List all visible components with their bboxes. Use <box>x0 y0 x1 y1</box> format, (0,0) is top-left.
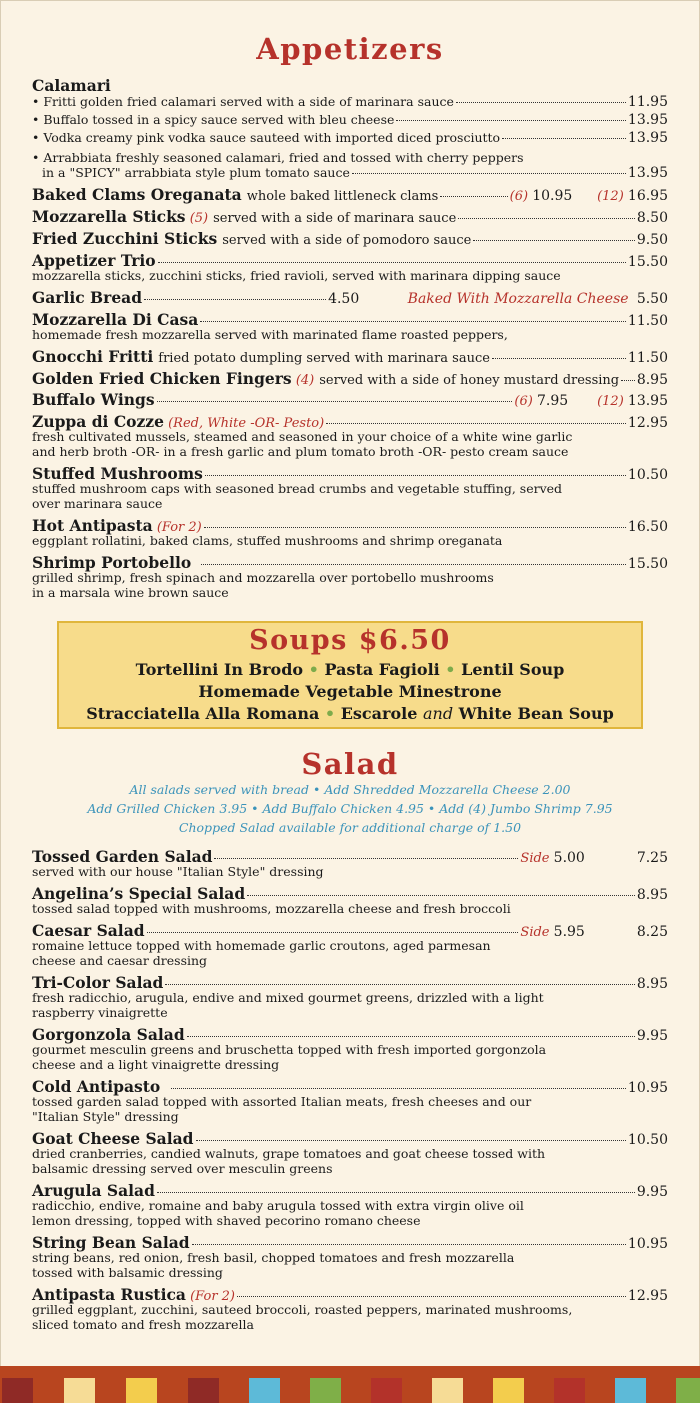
item-name: Antipasta Rustica <box>32 1285 186 1304</box>
item-price: 11.50 <box>627 313 668 329</box>
item-note: lemon dressing, topped with shaved pecorino romano cheese <box>32 1213 421 1228</box>
item-desc: served with a side of honey mustard dressing <box>319 373 620 388</box>
leader-dots <box>157 401 513 402</box>
salad-info: All salads served with bread • Add Shredded Mozzarella Cheese 2.00 <box>129 782 571 797</box>
item-note: in a marsala wine brown sauce <box>32 585 229 600</box>
item-note: grilled eggplant, zucchini, sauteed broccoli, roasted peppers, marinated mushrooms, <box>32 1302 573 1317</box>
appetizers-title: Appetizers <box>256 32 444 66</box>
item-qty: (6) <box>509 189 529 204</box>
item-name: Gnocchi Fritti <box>32 347 154 366</box>
color-square <box>371 1378 402 1403</box>
menu-item-chicken-fingers <box>32 369 668 389</box>
leader-dots <box>326 423 626 424</box>
item-price: 8.50 <box>636 210 668 226</box>
item-name: Mozzarella Sticks <box>32 207 186 226</box>
separator-dot: • <box>445 660 456 679</box>
leader-dots <box>165 984 634 985</box>
item-price: 13.95 <box>627 165 668 181</box>
leader-dots <box>187 1036 635 1037</box>
item-name: Arugula Salad <box>32 1181 155 1200</box>
color-square <box>2 1378 33 1403</box>
item-side: Side <box>520 925 550 940</box>
item-note: eggplant rollatini, baked clams, stuffed mushrooms and shrimp oreganata <box>32 533 503 548</box>
item-qty: (4) <box>295 373 315 388</box>
item-name: Gorgonzola Salad <box>32 1025 185 1044</box>
menu-item-gnocchi <box>32 347 668 367</box>
leader-dots <box>502 138 626 139</box>
item-price: 8.25 <box>636 924 668 940</box>
item-side: Side <box>520 851 550 866</box>
item-qty: (12) <box>597 189 624 204</box>
leader-dots <box>458 218 635 219</box>
item-name: Angelina’s Special Salad <box>32 884 246 903</box>
item-note: dried cranberries, candied walnuts, grape tomatoes and goat cheese tossed with <box>32 1146 546 1161</box>
item-price: 10.50 <box>627 467 668 483</box>
item-note: homemade fresh mozzarella served with marinated flame roasted peppers, <box>32 327 508 342</box>
color-square <box>554 1378 585 1403</box>
item-name: String Bean Salad <box>32 1233 190 1252</box>
item-qty: (12) <box>597 394 624 409</box>
color-square <box>310 1378 341 1403</box>
soup-and: and <box>422 704 454 723</box>
item-note: mozzarella sticks, zucchini sticks, fried ravioli, served with marinara dipping sauce <box>32 268 561 283</box>
menu-item-garlic-bread <box>32 288 668 308</box>
item-option: (For 2) <box>190 1289 236 1304</box>
leader-dots <box>214 858 518 859</box>
item-name: Appetizer Trio <box>32 251 156 270</box>
item-price: 9.95 <box>636 1184 668 1200</box>
item-name: Mozzarella Di Casa <box>32 310 199 329</box>
item-note: grilled shrimp, fresh spinach and mozzarella over portobello mushrooms <box>32 570 494 585</box>
leader-dots <box>621 380 635 381</box>
item-price: 8.95 <box>636 372 668 388</box>
leader-dots <box>247 895 635 896</box>
item-price: 13.95 <box>627 112 668 128</box>
item-price: 10.95 <box>532 188 573 204</box>
item-desc: • Fritti golden fried calamari served with a side of marinara sauce <box>32 94 454 109</box>
item-desc: in a "SPICY" arrabbiata style plum tomato sauce <box>42 165 350 180</box>
item-price: 5.95 <box>553 924 585 940</box>
item-note: gourmet mesculin greens and bruschetta topped with fresh imported gorgonzola <box>32 1042 547 1057</box>
leader-dots <box>144 299 326 300</box>
item-desc: fried potato dumpling served with marinara sauce <box>158 351 490 366</box>
color-square <box>432 1378 463 1403</box>
item-note: fresh radicchio, arugula, endive and mixed gourmet greens, drizzled with a light <box>32 990 544 1005</box>
leader-dots <box>147 932 519 933</box>
item-price: 12.95 <box>627 1288 668 1304</box>
item-price: 16.50 <box>627 519 668 535</box>
soup-item: White Bean Soup <box>458 704 614 723</box>
item-note: raspberry vinaigrette <box>32 1005 168 1020</box>
item-note: sliced tomato and fresh mozzarella <box>32 1317 254 1332</box>
leader-dots <box>440 196 507 197</box>
item-price: 8.95 <box>636 976 668 992</box>
item-name: Baked Clams Oreganata <box>32 185 242 204</box>
color-square <box>249 1378 280 1403</box>
item-price: 11.95 <box>627 94 668 110</box>
leader-dots <box>352 173 626 174</box>
item-option: (For 2) <box>156 520 202 535</box>
item-name: Goat Cheese Salad <box>32 1129 194 1148</box>
leader-dots <box>158 262 626 263</box>
item-price: 10.95 <box>627 1236 668 1252</box>
item-price: 13.95 <box>627 393 668 409</box>
item-note: cheese and caesar dressing <box>32 953 208 968</box>
color-square <box>493 1378 524 1403</box>
item-note: tossed garden salad topped with assorted Italian meats, fresh cheeses and our <box>32 1094 532 1109</box>
calamari-fritti <box>32 94 668 111</box>
item-price: 9.95 <box>636 1028 668 1044</box>
item-name: Calamari <box>32 76 111 95</box>
color-square <box>188 1378 219 1403</box>
item-name: Garlic Bread <box>32 288 143 307</box>
menu-item-calamari <box>32 76 668 96</box>
menu-item-zucchini <box>32 229 668 249</box>
item-price: 10.50 <box>627 1132 668 1148</box>
item-price: 15.50 <box>627 254 668 270</box>
item-price: 5.00 <box>553 850 585 866</box>
soup-item: Tortellini In Brodo <box>135 660 304 679</box>
leader-dots <box>204 527 626 528</box>
leader-dots <box>492 358 626 359</box>
leader-dots <box>200 321 626 322</box>
separator-dot: • <box>308 660 319 679</box>
menu-item-buffalo-wings <box>32 390 668 410</box>
item-qty: (5) <box>189 211 209 226</box>
soup-line-1 <box>59 660 641 679</box>
item-name: Golden Fried Chicken Fingers <box>32 369 292 388</box>
item-note: and herb broth -OR- in a fresh garlic and plum tomato broth -OR- pesto cream sauce <box>32 444 569 459</box>
leader-dots <box>237 1296 626 1297</box>
item-price: 12.95 <box>627 415 668 431</box>
item-qty: (6) <box>514 394 533 409</box>
item-price: 8.95 <box>636 887 668 903</box>
item-price: 5.50 <box>636 291 668 307</box>
menu-item-baked-clams <box>32 185 668 205</box>
soup-line-3 <box>59 704 641 723</box>
item-note: fresh cultivated mussels, steamed and seasoned in your choice of a white wine garlic <box>32 429 573 444</box>
leader-dots <box>201 564 625 565</box>
item-desc: • Buffalo tossed in a spicy sauce served with bleu cheese <box>32 112 395 127</box>
item-note: "Italian Style" dressing <box>32 1109 179 1124</box>
item-note: cheese and a light vinaigrette dressing <box>32 1057 280 1072</box>
item-price: 13.95 <box>627 130 668 146</box>
leader-dots <box>396 120 626 121</box>
menu-item-mozzarella-sticks <box>32 207 668 227</box>
item-desc: served with a side of marinara sauce <box>213 211 457 226</box>
leader-dots <box>456 102 626 103</box>
leader-dots <box>157 1192 635 1193</box>
color-square <box>615 1378 646 1403</box>
item-desc: • Vodka creamy pink vodka sauce sauteed with imported diced prosciutto <box>32 130 501 145</box>
leader-dots <box>192 1244 626 1245</box>
color-square <box>64 1378 95 1403</box>
item-name: Cold Antipasto <box>32 1077 161 1096</box>
soup-item: Lentil Soup <box>461 660 565 679</box>
item-note: stuffed mushroom caps with seasoned bread crumbs and vegetable stuffing, served <box>32 481 563 496</box>
calamari-vodka <box>32 130 668 147</box>
item-note: tossed with balsamic dressing <box>32 1265 223 1280</box>
item-name: Tossed Garden Salad <box>32 847 213 866</box>
color-square <box>126 1378 157 1403</box>
calamari-buffalo <box>32 112 668 129</box>
item-price: 15.50 <box>627 556 668 572</box>
soup-item: Homemade Vegetable Minestrone <box>198 682 502 701</box>
leader-dots <box>205 475 626 476</box>
item-name: Tri-Color Salad <box>32 973 164 992</box>
item-price: 9.50 <box>636 232 668 248</box>
separator-dot: • <box>324 704 336 723</box>
leader-dots <box>196 1140 626 1141</box>
item-price: 10.95 <box>627 1080 668 1096</box>
item-price: 7.95 <box>536 393 569 409</box>
item-desc: served with a side of pomodoro sauce <box>222 233 472 248</box>
item-price: 4.50 <box>328 291 360 307</box>
leader-dots <box>473 240 635 241</box>
salad-title: Salad <box>301 747 399 781</box>
item-name: Caesar Salad <box>32 921 145 940</box>
item-price: 7.25 <box>636 850 668 866</box>
item-note: tossed salad topped with mushrooms, mozzarella cheese and fresh broccoli <box>32 901 511 916</box>
item-name: Shrimp Portobello <box>32 553 192 572</box>
soups-panel <box>57 621 643 729</box>
soup-item: Stracciatella Alla Romana <box>86 704 320 723</box>
item-desc: whole baked littleneck clams <box>246 189 439 204</box>
salad-info: Chopped Salad available for additional charge of 1.50 <box>178 820 522 835</box>
item-option: (Red, White -OR- Pesto) <box>168 416 325 431</box>
footer-color-bar <box>0 1366 700 1403</box>
soups-title: Soups $6.50 <box>249 625 451 656</box>
item-note: over marinara sauce <box>32 496 163 511</box>
item-price: 11.50 <box>627 350 668 366</box>
calamari-arrabbiata: • Arrabbiata freshly seasoned calamari, fried and tossed with cherry peppers <box>32 150 524 165</box>
soup-item: Escarole <box>340 704 418 723</box>
item-note: balsamic dressing served over mesculin greens <box>32 1161 333 1176</box>
soup-line-2 <box>59 682 641 701</box>
item-note: string beans, red onion, fresh basil, chopped tomatoes and fresh mozzarella <box>32 1250 515 1265</box>
color-square <box>676 1378 700 1403</box>
item-name: Buffalo Wings <box>32 390 155 409</box>
item-name: Fried Zucchini Sticks <box>32 229 218 248</box>
soup-item: Pasta Fagioli <box>324 660 440 679</box>
item-option: Baked With Mozzarella Cheese <box>407 291 629 307</box>
item-note: radicchio, endive, romaine and baby arugula tossed with extra virgin olive oil <box>32 1198 524 1213</box>
item-name: Stuffed Mushrooms <box>32 464 203 483</box>
item-note: romaine lettuce topped with homemade garlic croutons, aged parmesan <box>32 938 491 953</box>
calamari-arrabbiata-2 <box>32 165 668 182</box>
item-name: Hot Antipasta <box>32 516 153 535</box>
leader-dots <box>171 1088 626 1089</box>
item-note: served with our house "Italian Style" dressing <box>32 864 324 879</box>
item-price: 16.95 <box>627 188 668 204</box>
salad-info: Add Grilled Chicken 3.95 • Add Buffalo Chicken 4.95 • Add (4) Jumbo Shrimp 7.95 <box>87 801 613 816</box>
item-name: Zuppa di Cozze <box>32 412 164 431</box>
